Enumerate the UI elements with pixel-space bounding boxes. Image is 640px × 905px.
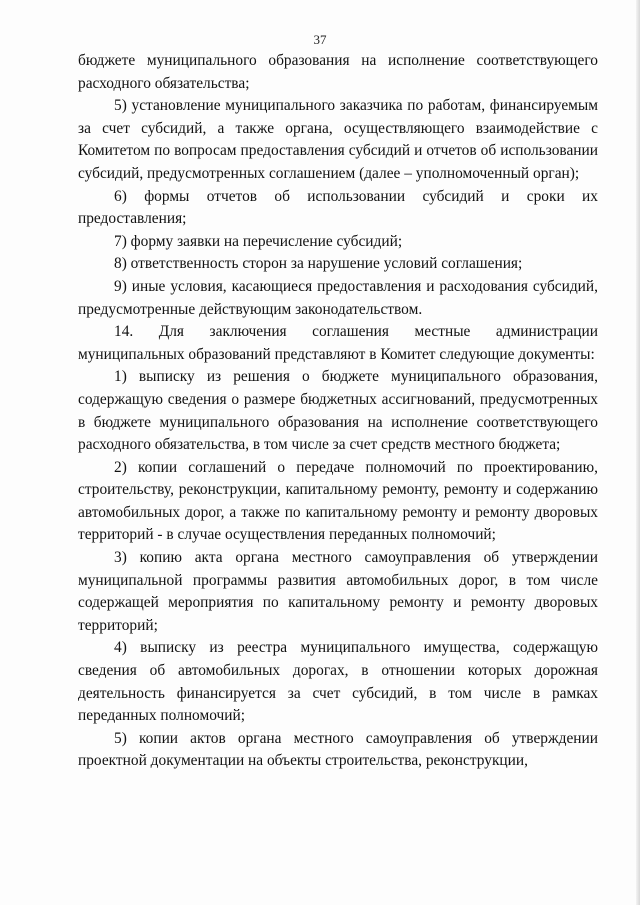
paragraph-section-14: 14. Для заключения соглашения местные администрации муниципальных образований представляют в Комитет следующие документы: — [78, 323, 598, 363]
paragraph-item-5: 5) установление муниципального заказчика по работам, финансируемым за счет субсидий, а также органа, осуществляющего взаимодействие с Комитетом по вопросам предоставления субсидий и отчетов об использовании субсидий, предусмотренных соглашением (далее – уполномоченный орган); — [78, 97, 598, 182]
paragraph-item-8: 8) ответственность сторон за нарушение условий соглашения; — [114, 255, 523, 273]
document-body — [78, 50, 598, 773]
page-edge-shadow — [636, 0, 640, 905]
paragraph-doc-1: 1) выписку из решения о бюджете муниципального образования, содержащую сведения о размере бюджетных ассигнований, предусмотренных в бюджете муниципального образования на исполнение соответствующего расходного обязательства, в том числе за счет средств местного бюджета; — [78, 368, 598, 454]
paragraph-doc-4: 4) выписку из реестра муниципального имущества, содержащую сведения об автомобильных дорогах, в отношении которых дорожная деятельность финансируется за счет субсидий, в том числе в рамках переданных полномочий; — [78, 639, 598, 725]
paragraph-doc-5: 5) копии актов органа местного самоуправления об утверждении проектной документации на объекты строительства, реконструкции, — [78, 729, 598, 770]
paragraph-item-9: 9) иные условия, касающиеся предоставления и расходования субсидий, предусмотренные действующим законодательством. — [78, 277, 598, 318]
paragraph-doc-3: 3) копию акта органа местного самоуправления об утверждении муниципальной программы развития автомобильных дорог, в том числе содержащей мероприятия по капитальному ремонту и ремонту дворовых территорий; — [78, 549, 598, 634]
paragraph-item-6: 6) формы отчетов об использовании субсидий и сроки их предоставления; — [78, 187, 598, 228]
paragraph-doc-2: 2) копии соглашений о передаче полномочий по проектированию, строительству, реконструкции, капитальному ремонту, ремонту и содержанию автомобильных дорог, а также по капитальному ремонту и ремонту дворовых территорий - в случае осуществления переданных полномочий; — [78, 458, 598, 544]
paragraph-item-7: 7) форму заявки на перечисление субсидий; — [114, 232, 403, 250]
paragraph-continuation: бюджете муниципального образования на исполнение соответствующего расходного обязательства; — [78, 52, 598, 92]
page-number: 37 — [313, 32, 327, 47]
